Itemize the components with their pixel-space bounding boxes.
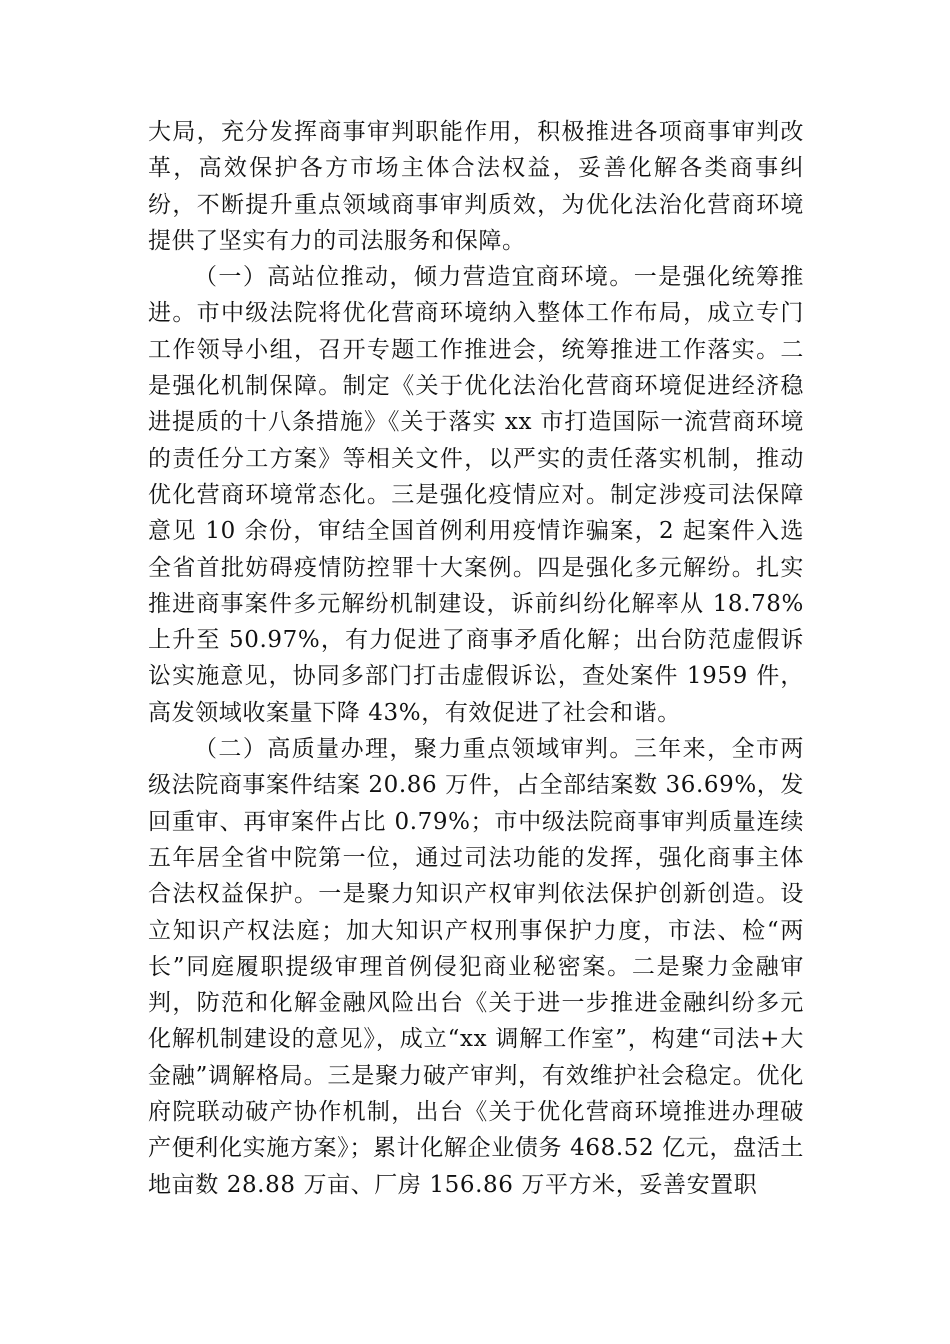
paragraph-section-one: （一）高站位推动，倾力营造宜商环境。一是强化统筹推进。市中级法院将优化营商环境纳入整体工作布局，成立专门工作领导小组，召开专题工作推进会，统筹推进工作落实。二是强化机制保障。制定《关于优化法治化营商环境促进经济稳进提质的十八条措施》《关于落实 xx 市打造国际一流营商环境的责任分工方案》等相关文件，以严实的责任落实机制，推动优化营商环境常态化。三是强化疫情应对。制定涉疫司法保障意见 10 余份，审结全国首例利用疫情诈骗案，2 起案件入选全省首批妨碍疫情防控罪十大案例。四是强化多元解纷。扎实推进商事案件多元解纷机制建设，诉前纠纷化解率从 18.78%上升至 50.97%，有力促进了商事矛盾化解；出台防范虚假诉讼实施意见，协同多部门打击虚假诉讼，查处案件 1959 件，高发领域收案量下降 43%，有效促进了社会和谐。 xyxy=(148,264,804,726)
document-body xyxy=(148,114,804,1203)
paragraph-section-two: （二）高质量办理，聚力重点领域审判。三年来，全市两级法院商事案件结案 20.86 万件，占全部结案数 36.69%，发回重审、再审案件占比 0.79%；市中级法院商事审判质量连续五年居全省中院第一位，通过司法功能的发挥，强化商事主体合法权益保护。一是聚力知识产权审判依法保护创新创造。设立知识产权法庭；加大知识产权刑事保护力度，市法、检“两长”同庭履职提级审理首例侵犯商业秘密案。二是聚力金融审判，防范和化解金融风险出台《关于进一步推进金融纠纷多元化解机制建设的意见》，成立“xx 调解工作室”，构建“司法+大金融”调解格局。三是聚力破产审判，有效维护社会稳定。优化府院联动破产协作机制，出台《关于优化营商环境推进办理破产便利化实施方案》；累计化解企业债务 468.52 亿元，盘活土地亩数 28.88 万亩、厂房 156.86 万平方米，妥善安置职 xyxy=(148,736,804,1198)
paragraph-continuation: 大局，充分发挥商事审判职能作用，积极推进各项商事审判改革，高效保护各方市场主体合法权益，妥善化解各类商事纠纷，不断提升重点领域商事审判质效，为优化法治化营商环境提供了坚实有力的司法服务和保障。 xyxy=(148,119,804,254)
